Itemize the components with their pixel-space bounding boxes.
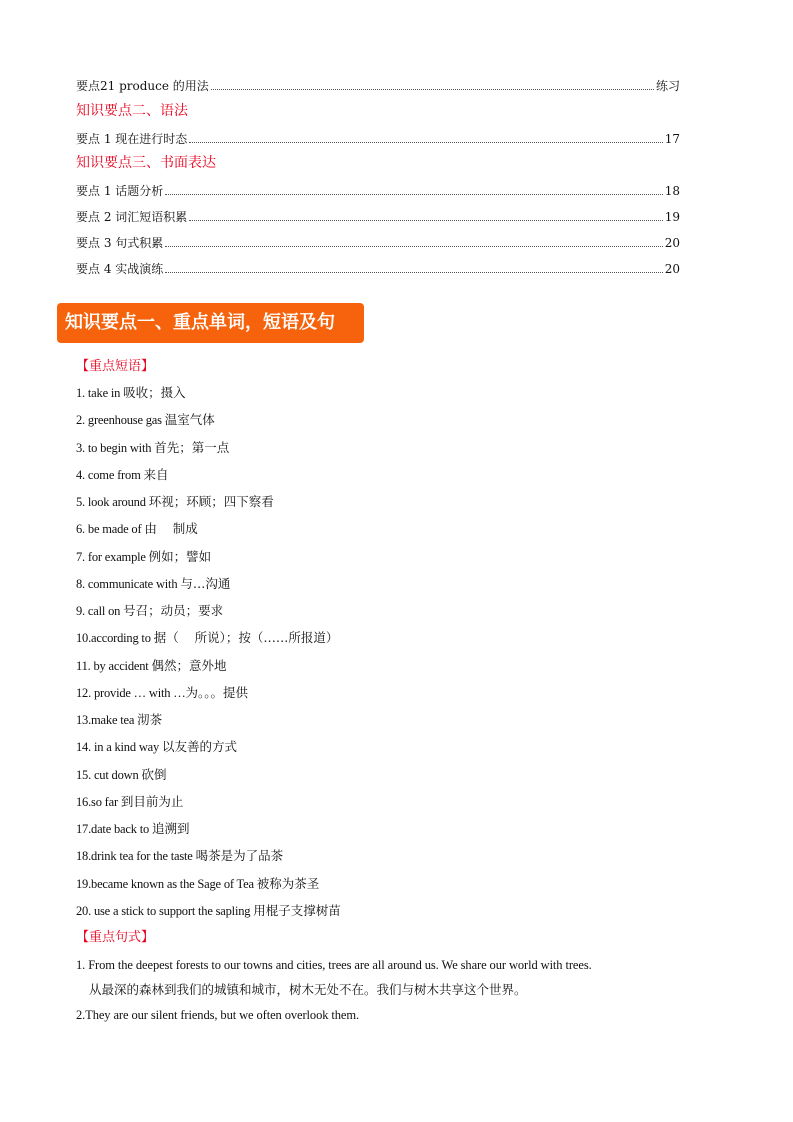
toc-leader-dots: [189, 141, 662, 143]
toc-entry-sentence-patterns[interactable]: [76, 234, 680, 250]
toc-entry-produce[interactable]: [76, 77, 680, 93]
phrase-en: 3. to begin with: [76, 441, 155, 455]
phrase-zh: 号召；动员；要求: [123, 603, 224, 618]
phrase-en: 16.so far: [76, 795, 121, 809]
section-banner: 知识要点一、重点单词，短语及句: [57, 303, 364, 343]
toc-leader-dots: [165, 245, 662, 247]
toc-entry-vocabulary[interactable]: [76, 208, 680, 224]
phrase-item: [76, 767, 166, 783]
phrase-item: [76, 385, 186, 401]
phrase-item: [76, 903, 341, 919]
toc-entry-topic-analysis[interactable]: [76, 182, 680, 198]
toc-leader-dots: [211, 88, 654, 90]
phrase-en: 8. communicate with: [76, 577, 181, 591]
toc-entry-label: 要点 1 现在进行时态: [76, 132, 188, 146]
phrase-en: 14. in a kind way: [76, 740, 162, 754]
toc-entry-label: 要点 1 话题分析: [76, 184, 164, 198]
phrase-zh: 首先；第一点: [154, 440, 230, 455]
phrase-en: 5. look around: [76, 495, 149, 509]
sentences-heading: 【重点句式】: [76, 930, 155, 945]
phrase-item: [76, 739, 237, 755]
phrase-zh: 据（ 所说）；按（……所报道）: [153, 630, 339, 645]
toc-entry-label: 要点21 produce 的用法: [76, 79, 209, 93]
phrase-item: [76, 712, 162, 728]
toc-entry-present-continuous[interactable]: [76, 130, 680, 146]
phrase-en: 6. be made of: [76, 522, 145, 536]
toc-entry-label: 要点 3 句式积累: [76, 236, 164, 250]
toc-leader-dots: [189, 219, 662, 221]
phrase-zh: 由 制成: [144, 521, 198, 536]
phrase-item: [76, 876, 319, 892]
toc-entry-label: 要点 2 词汇短语积累: [76, 210, 188, 224]
phrases-heading: 【重点短语】: [76, 359, 155, 374]
phrase-item: [76, 603, 223, 619]
phrase-en: 4. come from: [76, 468, 144, 482]
sentence-2-en: 2.They are our silent friends, but we often overlook them.: [76, 1008, 360, 1022]
phrase-en: 12. provide … with …: [76, 686, 186, 700]
phrase-zh: 环视；环顾；四下察看: [148, 494, 274, 509]
phrase-item: [76, 658, 227, 674]
phrase-item: [76, 630, 338, 646]
toc-entry-page: 19: [664, 210, 680, 224]
phrase-item: [76, 685, 248, 701]
phrase-item: [76, 494, 274, 510]
phrase-en: 1. take in: [76, 386, 124, 400]
phrase-zh: 与…沟通: [180, 576, 231, 591]
toc-section-grammar[interactable]: 知识要点二、语法: [76, 103, 188, 119]
phrase-en: 9. call on: [76, 604, 124, 618]
phrase-zh: 用棍子支撑树苗: [253, 903, 341, 918]
phrase-item: [76, 467, 169, 483]
phrase-item: [76, 576, 230, 592]
phrase-item: [76, 412, 215, 428]
phrase-zh: 被称为茶圣: [256, 876, 320, 891]
toc-entry-label: 要点 4 实战演练: [76, 262, 164, 276]
phrase-item: [76, 848, 283, 864]
toc-entry-page: 20: [664, 262, 680, 276]
phrase-zh: 为。。。提供: [185, 685, 249, 700]
phrase-en: 19.became known as the Sage of Tea: [76, 877, 257, 891]
phrase-item: [76, 440, 229, 456]
toc-entry-page: 练习: [655, 79, 680, 93]
phrase-zh: 偶然；意外地: [151, 658, 227, 673]
phrase-en: 7. for example: [76, 550, 149, 564]
phrase-en: 2. greenhouse gas: [76, 413, 165, 427]
sentence-1-en: 1. From the deepest forests to our towns and cities, trees are all around us. We share our world with trees.: [76, 958, 592, 972]
phrase-zh: 来自: [143, 467, 169, 482]
phrase-en: 13.make tea: [76, 713, 138, 727]
phrase-zh: 到目前为止: [120, 794, 184, 809]
phrase-item: [76, 821, 189, 837]
phrase-en: 20. use a stick to support the sapling: [76, 904, 254, 918]
phrase-item: [76, 794, 183, 810]
toc-leader-dots: [165, 271, 662, 273]
toc-entry-practice[interactable]: [76, 260, 680, 276]
phrase-en: 11. by accident: [76, 659, 152, 673]
phrase-zh: 喝茶是为了品茶: [195, 848, 284, 863]
phrase-zh: 追溯到: [151, 821, 190, 836]
phrase-item: [76, 521, 198, 537]
toc-entry-page: 20: [664, 236, 680, 250]
toc-leader-dots: [165, 193, 662, 195]
phrase-en: 17.date back to: [76, 822, 152, 836]
toc-entry-page: 17: [664, 132, 680, 146]
phrase-en: 10.according to: [76, 631, 154, 645]
phrase-zh: 吸收；摄入: [123, 385, 186, 400]
toc-section-writing[interactable]: 知识要点三、书面表达: [76, 155, 216, 171]
phrase-zh: 例如；譬如: [148, 549, 212, 564]
phrase-zh: 温室气体: [164, 412, 215, 427]
phrase-item: [76, 549, 211, 565]
toc-entry-page: 18: [664, 184, 680, 198]
phrase-zh: 沏茶: [137, 712, 163, 727]
phrase-zh: 砍倒: [141, 767, 167, 782]
phrase-en: 18.drink tea for the taste: [76, 849, 196, 863]
phrase-zh: 以友善的方式: [161, 739, 237, 754]
sentence-1-zh: 从最深的森林到我们的城镇和城市，树木无处不在。我们与树木共享这个世界。: [89, 982, 527, 997]
phrase-en: 15. cut down: [76, 768, 142, 782]
